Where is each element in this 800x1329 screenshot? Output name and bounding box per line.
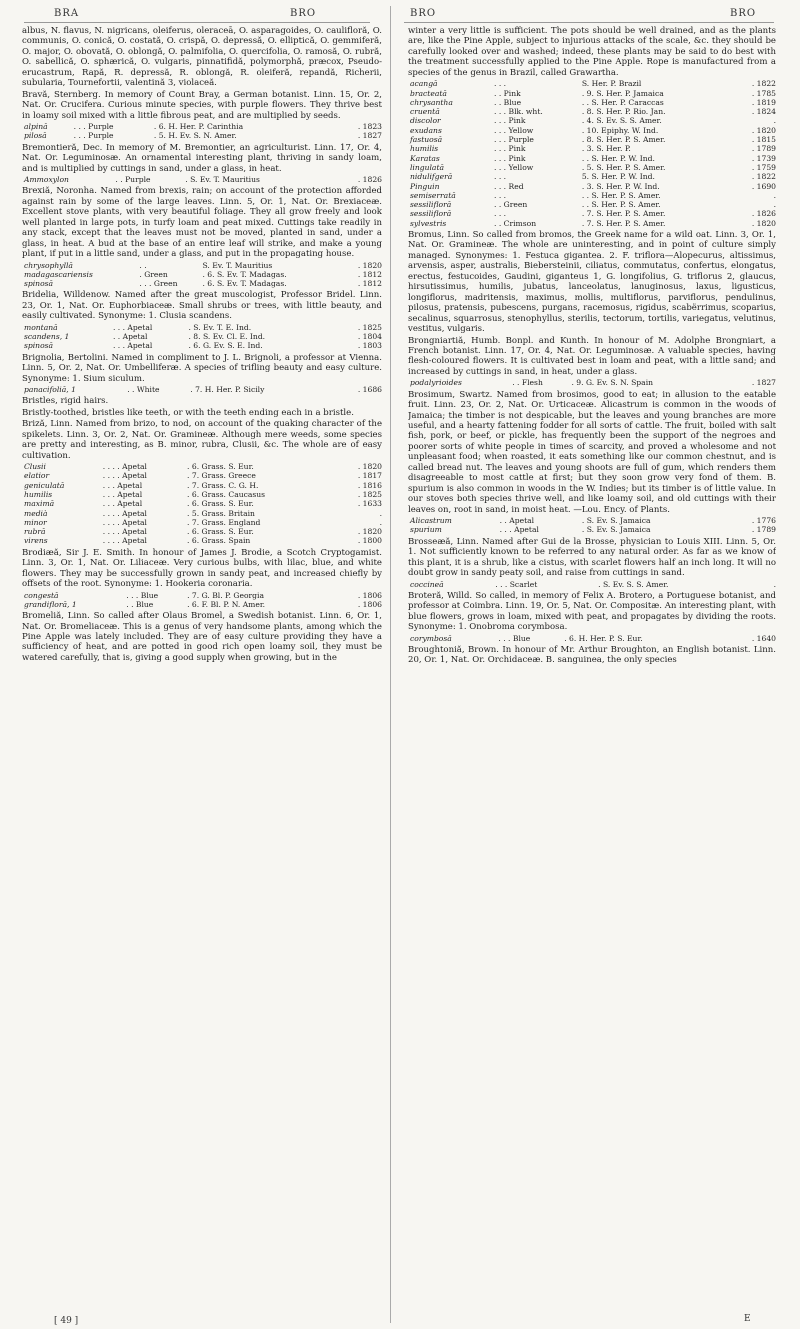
entry-brexia: Brexiă, Noronha. Named from brexis, rain; on account of the protection afforded against rain by some of the large leaves. Linn. 5, Or. 1, Nat. Or. Brexiaceæ. Excellent stove plants, with very beautiful foliage. They all grow freely and look well planted in large pots, in turfy loam and peat mixed. Cuttings take readily in any stack, except that the leaves must not be moved, planted in sand, under a glass, in heat. A bud at the base of an entire leaf will strike, and make a young plant, if put in a little sand, under a glass, and put in the propagating house. — [22, 186, 382, 260]
table-row: bracteată . . Pink . 9. S. Her. P. Jamaica . 1785 — [410, 88, 776, 98]
table-row: montană . . . Apetal . S. Ev. T. E. Ind. . 1825 — [24, 322, 382, 332]
entry-briza: Briză, Linn. Named from brizo, to nod, on account of the quaking character of the spikelets. Linn. 3, Or. 2, Nat. Or. Gramineæ. Although mere weeds, some species are pretty and interesting, as B. minor, rubra, Clusii, &c. The whole are of easy cultivation. — [22, 419, 382, 461]
entry-bristly-toothed: Bristly-toothed, bristles like teeth, or with the teeth ending each in a bristle. — [22, 407, 354, 418]
entry-brosimum: Brosimum, Swartz. Named from brosimos, good to eat; in allusion to the eatable fruit. Linn. 23, Or. 2, Nat. Or. Urticaceæ. Alicastrum is common in the woods of Jamaica; the timber is not despicable, but the leaves and young branches are more useful, and a hearty fattening fodder for all sorts of cattle. The fruit, boiled with salt fish, pork, or beef, or pickle, has frequently been the support of the negroes and poorer sorts of white people in times of scarcity, and proved a wholesome and not unpleasant food; when roasted, it eats something like our common chestnut, and is called bread nut. The leaves and young shoots are full of gum, which renders them disagreeable to most cattle at first; but they soon grow very fond of them. B. spurium is also common in woods in the W. Indies; but its timber is of little value. In our stoves both species thrive well, and like loamy soil, and old cuttings with their leaves on, root in sand, in moist heat. —Lou. Ency. of Plants. — [408, 389, 776, 515]
table-row: congestă . . . Blue . 7. G. Bl. P. Georgia . 1806 — [24, 590, 382, 600]
species-table-brexia — [22, 261, 382, 289]
table-row: grandifloră, 1 . . Blue . 6. F. Bl. P. N. Amer. . 1806 — [24, 599, 382, 609]
entry-braya: Bravă, Sternberg. In memory of Count Bray, a German botanist. Linn. 15, Or. 2, Nat. Or. Crucifera. Curious minute species, with purple flowers. They thrive best in loamy soil mixed with a little fibrous peat, and are multiplied by seeds. — [22, 89, 382, 121]
table-row: chrysantha . . Blue . . S. Her. P. Caraccas . 1819 — [410, 97, 776, 107]
column-divider — [390, 6, 391, 1323]
table-row: madagascariensis . Green . 6. S. Ev. T. Madagas. . 1812 — [24, 269, 382, 279]
table-row: spinosă . . . Green . 6. S. Ev. T. Madagas. . 1812 — [24, 279, 382, 289]
table-row: Karatas . . . Pink . . S. Her. P. W. Ind. . 1739 — [410, 153, 776, 163]
species-table-bremontiera — [22, 175, 382, 184]
entry-bremontiera: Bremontieră, Dec. In memory of M. Bremontier, an agriculturist. Linn. 17, Or. 4, Nat. Or. Leguminosæ. An ornamental interesting plant, thriving in sandy loam, and is multiplied by cuttings in sand, under a glass, in heat. — [22, 142, 382, 174]
table-row: panacifoliă, 1 . . White . 7. H. Her. P. Sicily . 1686 — [24, 385, 382, 394]
running-head-left-b: BRO — [290, 8, 317, 19]
species-table-brossaea — [408, 580, 776, 589]
species-table-brosimum — [408, 516, 776, 535]
table-row: Alicastrum . . Apetal . S. Ev. S. Jamaica . 1776 — [410, 516, 776, 526]
table-row: acangă . . . S. Her. P. Brazil . 1822 — [410, 79, 776, 89]
table-row: alpină . . . Purple . 6. H. Her. P. Carinthia . 1823 — [24, 122, 382, 132]
table-row: chrysophyllă . . S. Ev. T. Mauritius . 1820 — [24, 260, 382, 270]
running-head-right-a: BRO — [410, 8, 437, 19]
header-rule-right — [404, 22, 774, 23]
entry-broughtonia: Broughtoniă, Brown. In honour of Mr. Arthur Broughton, an English botanist. Linn. 20, Or. 1, Nat. Or. Orchidaceæ. B. sanguinea, the only species — [408, 644, 776, 666]
table-row: humilis . . . Apetal . 6. Grass. Caucasus . 1825 — [24, 489, 382, 499]
table-row: Ammoxylon . . Purple . S. Ev. T. Mauritius . 1826 — [24, 175, 382, 185]
table-row: Clusii . . . . Apetal . 6. Grass. S. Eur. . 1820 — [24, 462, 382, 472]
table-row: geniculată . . . Apetal . 7. Grass. C. G. H. . 1816 — [24, 480, 382, 490]
entry-brassica-varieties: albus, N. flavus, N. nigricans, oleiferus, oleraceā, O. asparagoides, O. caulifloră, O. communis, O. conică, O. costată, O. crispă, O. depressă, O. elliptică, O. gemmiferă, O. major, O. obovată, O. oblongă, O. palmifolia, O. quercifolia, O. ramosă, O. rubră, O. sabellică, O. sphærică, O. vulgaris, pinnatifidă, polymorphă, præcox, Pseudo-erucastrum, Rapă, R. depressă, R. oblongă, R. oleiferă, repandă, Richerii, subularia, Tournefortii, valentină 3, violaceă. — [22, 26, 382, 89]
entry-brodiaea: Brodiæă, Sir J. E. Smith. In honour of James J. Brodie, a Scotch Cryptogamist. Linn. 3, Or. 1, Nat. Or. Liliaceæ. Very curious bulbs, with lilac, blue, and white flowers. They may be successfully grown in sandy peat, and increased chiefly by offsets of the root. Synonyme: 1. Hookeria coronaria. — [22, 547, 382, 590]
species-table-briza — [22, 462, 382, 546]
table-row: medià . . . . Apetal . 5. Grass. Britain . — [24, 508, 382, 518]
entry-brotera: Broteră, Willd. So called, in memory of Felix A. Brotero, a Portuguese botanist, and professor at Coimbra. Linn. 19, Or. 5, Nat. Or. Compositæ. An interesting plant, with blue flowers, grows in loam, mixed with peat, and propagates by dividing the roots. Synonyme: 1. Onobroma corymbosa. — [408, 590, 776, 633]
table-row: podalyrioides . . Flesh . 9. G. Ev. S. N. Spain . 1827 — [410, 378, 776, 388]
table-row: exudans . . . Yellow . 10. Epiphy. W. Ind. . 1820 — [410, 125, 776, 135]
table-row: semiserrată . . . . . S. Her. P. S. Amer. . — [410, 190, 776, 200]
right-column — [408, 26, 776, 1321]
species-table-braya — [22, 122, 382, 141]
table-row: sessilifloră . . . . 7. S. Her. P. S. Amer. . 1826 — [410, 209, 776, 219]
species-table-bromelia — [408, 79, 776, 228]
entry-bromelia: Bromeliă, Linn. So called after Olaus Bromel, a Swedish botanist. Linn. 6, Or. 1, Nat. Or. Bromeliaceæ. This is a genus of very handsome plants, among which the Pine Apple was lately included. They are of easy culture providing they have a sufficiency of heat, and are potted in good rich open loamy soil, they must be watered carefully, that is, giving a good supply when growing, but in the — [22, 611, 382, 663]
table-row: Pinguin . . . Red . 3. S. Her. P. W. Ind. . 1690 — [410, 181, 776, 191]
table-row: pilosă . . . Purple . 5. H. Ev. S. N. Amer. . 1827 — [24, 131, 382, 141]
table-row: discolor . . . Pink . 4. S. Ev. S. S. Amer. . — [410, 116, 776, 126]
table-row: sylvestris . . Crimson . 7. S. Her. P. S. Amer. . 1820 — [410, 218, 776, 228]
entry-bristles: Bristles, rigid hairs. — [22, 396, 109, 407]
running-head-right-b: BRO — [730, 8, 757, 19]
table-row: nidulifgeră . . . 5. S. Her. P. W. Ind. . 1822 — [410, 172, 776, 182]
table-row: coccineă . . . Scarlet . S. Ev. S. S. Amer. . — [410, 579, 776, 589]
species-table-bridelia — [22, 323, 382, 351]
table-row: spurium . . . Apetal . S. Ev. S. Jamaica . 1789 — [410, 525, 776, 535]
table-row: spinosă . . . Apetal . 6. G. Ev. S. E. Ind. . 1803 — [24, 341, 382, 351]
entry-brossaea: Brosseæă, Linn. Named after Gui de la Brosse, physician to Louis XIII. Linn. 5, Or. 1. Not sufficiently known to be referred to any natural order. As far as we know of this plant, it is a shrub, like a cistus, with scarlet flowers half an inch long. It will no doubt grow in sandy peaty soil, and raise from cuttings in sand. — [408, 536, 776, 579]
table-row: corymbosă . . . Blue . 6. H. Her. P. S. Eur. . 1640 — [410, 633, 776, 643]
table-row: sessilifloră . . Green . . S. Her. P. S. Amer. . — [410, 200, 776, 210]
table-row: elatior . . . . Apetal . 7. Grass. Greece . 1817 — [24, 471, 382, 481]
species-table-brongniartia — [408, 378, 776, 387]
species-table-brignolia — [22, 385, 382, 394]
signature-mark: E — [744, 1314, 751, 1324]
entry-bromus: Bromus, Linn. So called from bromos, the Greek name for a wild oat. Linn. 3, Or. 1, Nat. Or. Gramineæ. The whole are uninteresting, and in point of culture simply managed. Synonymes: 1. Festuca gigantea. 2. F. triflora—Alopecurus, altissimus, arvensis, asper, australis, Biebersteinii, ciliatus, commutatus, confertus, elongatus, erectus, festucoides, Gaudini, giganteus 1, G. longifolius, G. triflorus 2, glaucus, hirsutissimus, humilis, jubatus, lanceolatus, lanuginosus, laxus, ligusticus, longiflorus, madritensis, maximus, mollis, multiflorus, parviflorus, pendulinus, pilosus, pratensis, pubescens, purgans, racemosus, rigidus, scabërrimus, scoparius, secalinus, squarrosus, stenophyllus, sterilis, tectorum, tortilis, variegatus, velutinus, vestitus, vulgaris. — [408, 230, 776, 335]
running-head-left-a: BRA — [54, 8, 80, 19]
entry-bridelia: Bridelia, Willdenow. Named after the great muscologist, Professor Bridel. Linn. 23, Or. 1, Nat. Or. Euphorbiaceæ. Small shrubs or trees, with little beauty, and easily cultivated. Synonyme: 1. Clusia scandens. — [22, 290, 382, 322]
left-column — [22, 26, 382, 1321]
entry-brignolia: Brignolia, Bertolini. Named in compliment to J. L. Brignoli, a professor at Vienna. Linn. 5, Or. 2, Nat. Or. Umbelliferæ. A species of trifling beauty and easy culture. Synonyme: 1. Sium siculum. — [22, 352, 382, 384]
table-row: lingulată . . . Yellow . 5. S. Her. P. S. Amer. . 1759 — [410, 162, 776, 172]
species-table-brodiaea — [22, 591, 382, 610]
table-row: minor . . . . Apetal . 7. Grass. England . — [24, 517, 382, 527]
table-row: fastuosă . . . Purple . 8. S. Her. P. S. Amer. . 1815 — [410, 135, 776, 145]
entry-brongniartia: Brongniartiă, Humb. Bonpl. and Kunth. In honour of M. Adolphe Brongniart, a French botanist. Linn. 17, Or. 4, Nat. Or. Leguminosæ. A valuable species, having flesh-coloured flowers. It is cultivated best in loam and peat, with a little sand; and increased by cuttings in sand, in heat, under a glass. — [408, 335, 776, 377]
entry-bromelia-continued: winter a very little is sufficient. The pots should be well drained, and as the plants are, like the Pine Apple, subject to injurious attacks of the scale, &c. they should be carefully looked over and washed; indeed, these plants may be said to do best with the treatment successfully applied to the Pine Apple. Rope is manufactured from a species of the genus in Brazil, called Grawartha. — [408, 26, 776, 78]
table-row: humilis . . . Pink . 3. S. Her. P. . 1789 — [410, 144, 776, 154]
table-row: maximă . . . Apetal . 6. Grass. S. Eur. . 1633 — [24, 499, 382, 509]
table-row: scandens, 1 . . Apetal . 8. S. Ev. Cl. E. Ind. . 1804 — [24, 332, 382, 342]
page-folio: [ 49 ] — [54, 1316, 79, 1326]
table-row: rubră . . . . Apetal . 6. Grass. S. Eur. . 1820 — [24, 527, 382, 537]
table-row: cruentă . . . Blk. wht. . 8. S. Her. P. Rio. Jan. . 1824 — [410, 107, 776, 117]
header-rule-left — [24, 22, 370, 23]
table-row: virens . . . . Apetal . 6. Grass. Spain . 1800 — [24, 536, 382, 546]
species-table-brotera — [408, 634, 776, 643]
